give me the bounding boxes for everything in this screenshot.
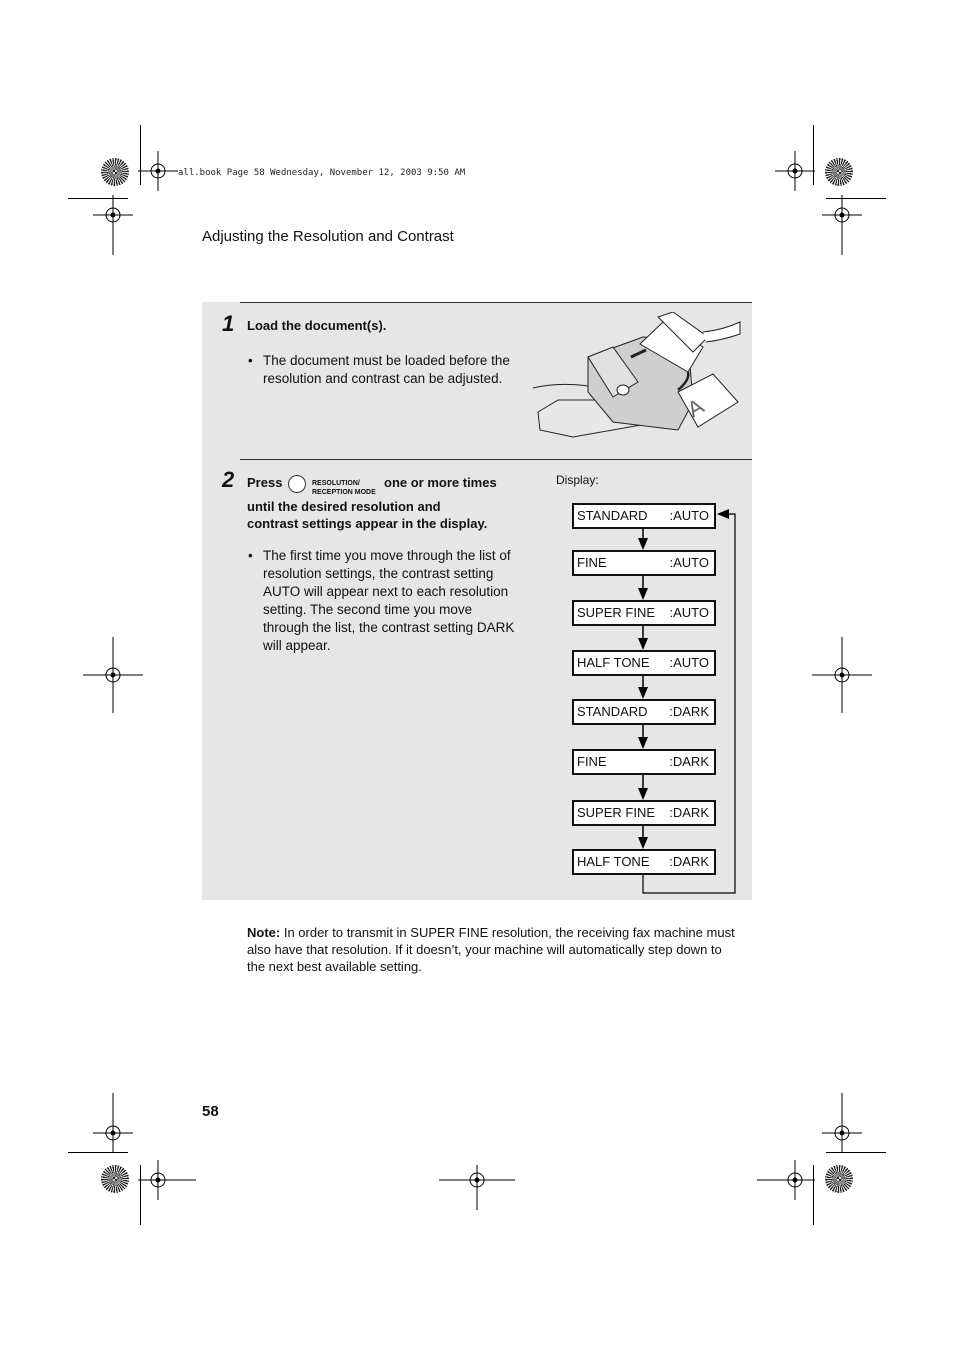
display-resolution: FINE (577, 754, 607, 769)
step-2-bullet: • The first time you move through the list of resolution settings, the contrast setting AUTO will appear next to each resolution setting. The second time you move through the list, the contrast setting DARK will appear. (248, 548, 515, 653)
step-2-bullet-text: The first time you move through the list of resolution settings, the contrast setting AUTO will appear next to each resolution setting. The second time you move through the list, the contrast setting DARK will appear. (263, 548, 515, 653)
step-1-bullet-text: The document must be loaded before the resolution and contrast can be adjusted. (263, 353, 510, 386)
step-1-title: Load the document(s). (247, 318, 387, 333)
display-resolution: HALF TONE (577, 854, 650, 869)
display-label: Display: (556, 473, 599, 487)
page-header: Adjusting the Resolution and Contrast (202, 228, 454, 245)
display-contrast: :DARK (669, 854, 709, 869)
page-number: 58 (202, 1103, 219, 1120)
display-resolution: SUPER FINE (577, 805, 656, 820)
step-2-title-line3: contrast settings appear in the display. (247, 516, 488, 531)
note-label: Note: (247, 925, 281, 940)
svg-text:A: A (682, 393, 709, 423)
arrow-down-icon (638, 638, 648, 650)
display-contrast: :AUTO (669, 508, 709, 523)
arrow-down-icon (638, 538, 648, 550)
arrow-down-icon (638, 737, 648, 749)
display-resolution: STANDARD (577, 704, 648, 719)
arrow-down-icon (638, 588, 648, 600)
display-contrast: :AUTO (669, 655, 709, 670)
note (247, 924, 737, 975)
display-resolution: SUPER FINE (577, 605, 656, 620)
file-info: all.book Page 58 Wednesday, November 12, 2003 9:50 AM (178, 168, 466, 178)
step-2-number: 2 (222, 467, 235, 492)
note-text: In order to transmit in SUPER FINE resolution, the receiving fax machine must also have that resolution. If it doesn’t, your machine will automatically step down to the next best available setting. (247, 925, 735, 974)
display-resolution: HALF TONE (577, 655, 650, 670)
display-contrast: :AUTO (669, 555, 709, 570)
press-label: Press (247, 475, 283, 490)
step-1-bullet: • The document must be loaded before the resolution and contrast can be adjusted. (248, 353, 510, 386)
step-2-title-rest: one or more times (384, 475, 497, 490)
arrow-down-icon (638, 837, 648, 849)
display-contrast: :AUTO (669, 605, 709, 620)
arrow-down-icon (638, 687, 648, 699)
step-2-title-line2: until the desired resolution and (247, 499, 441, 514)
display-resolution: STANDARD (577, 508, 648, 523)
arrow-left-icon (717, 509, 729, 519)
display-resolution: FINE (577, 555, 607, 570)
arrow-down-icon (638, 788, 648, 800)
step-1-number: 1 (222, 311, 235, 336)
display-contrast: :DARK (669, 805, 709, 820)
display-contrast: :DARK (669, 704, 709, 719)
resolution-button-label-line1: RESOLUTION/ (312, 480, 360, 487)
loop-back-line (643, 514, 735, 893)
display-contrast: :DARK (669, 754, 709, 769)
resolution-button-label-line2: RECEPTION MODE (312, 489, 376, 496)
